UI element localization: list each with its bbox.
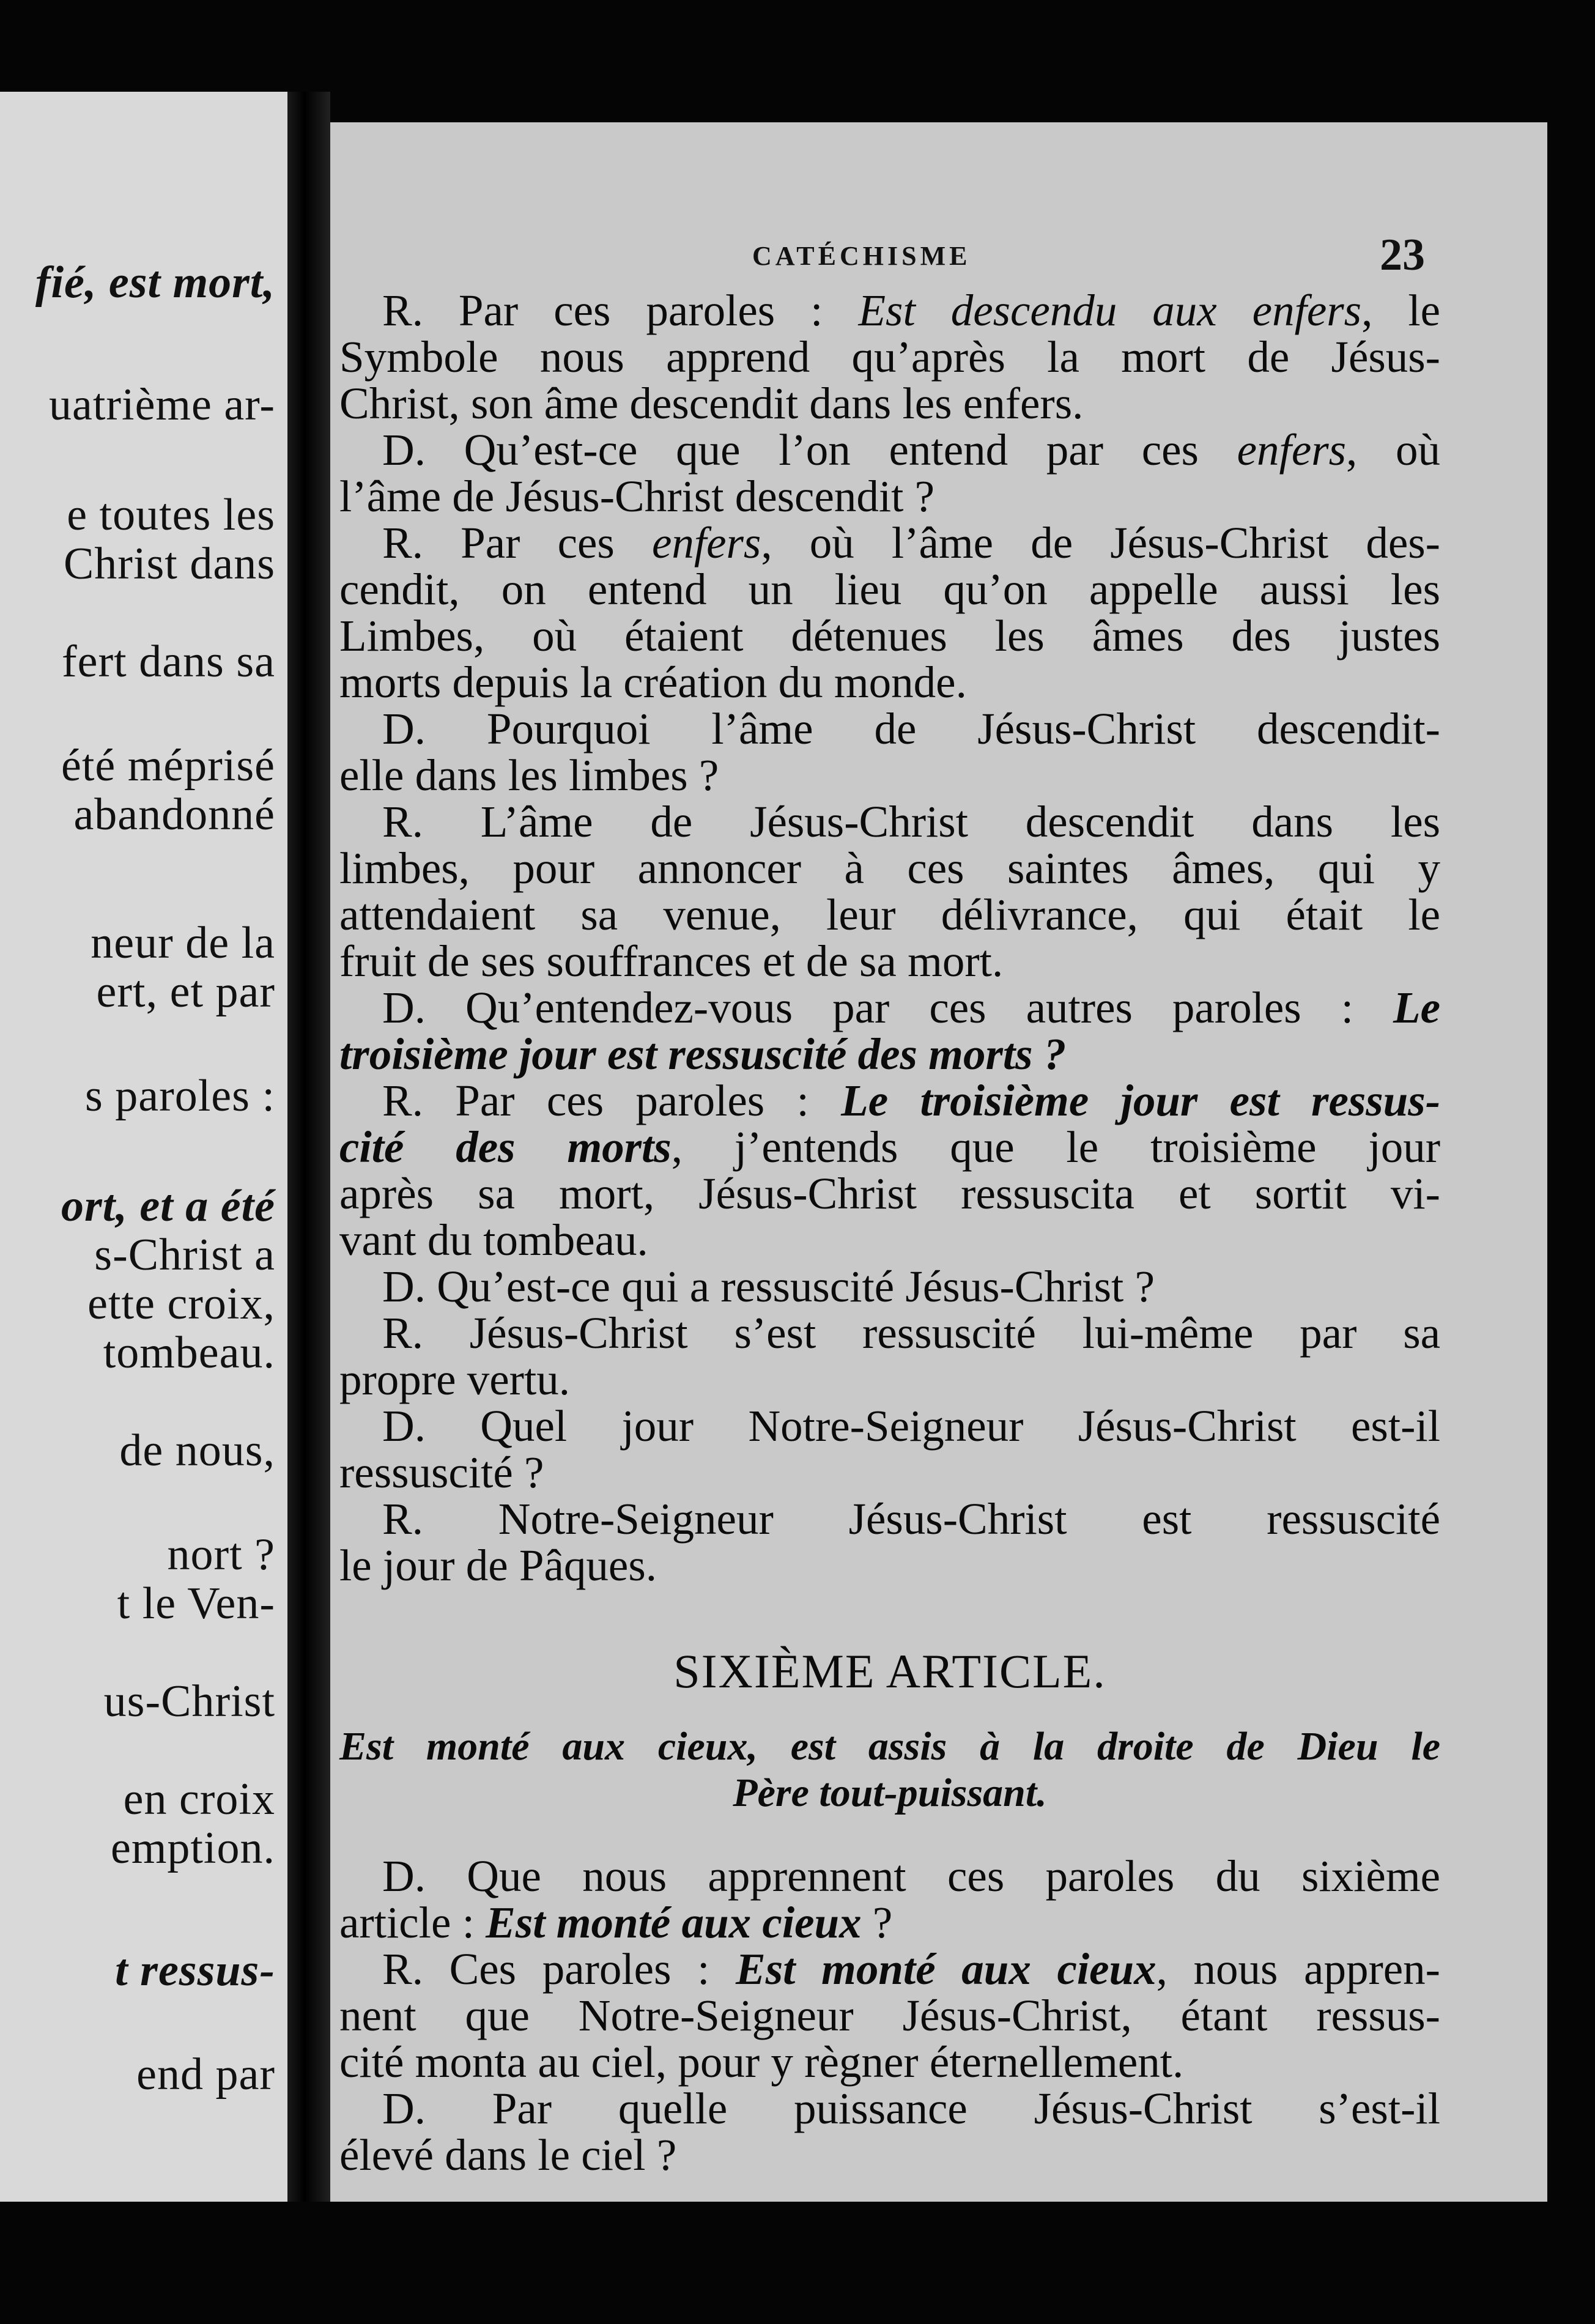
text-line: elle dans les limbes ? — [339, 750, 719, 800]
text-line: Christ, son âme descendit dans les enfers. — [339, 379, 1084, 428]
spacer — [339, 1816, 1440, 1853]
text-line: fruit de ses souffrances et de sa mort. — [339, 936, 1004, 986]
previous-page-line: été méprisé — [61, 741, 275, 791]
book-gutter — [287, 92, 330, 2202]
previous-page-line: ette croix, — [87, 1279, 275, 1329]
previous-page-line: uatrième ar- — [48, 380, 275, 430]
text-line: D. Quel jour Notre-Seigneur Jésus-Christ est-il — [382, 1401, 1440, 1451]
previous-page-line: s paroles : — [84, 1071, 275, 1121]
previous-page-line: ert, et par — [96, 967, 275, 1017]
text-line: l’âme de Jésus-Christ descendit ? — [339, 472, 935, 521]
text-line: troisième jour est ressuscité des morts ? — [339, 1029, 1067, 1079]
previous-page-line: us-Christ — [103, 1676, 275, 1726]
section-title: SIXIÈME ARTICLE. — [673, 1645, 1106, 1698]
text-line: élevé dans le ciel ? — [339, 2130, 677, 2180]
previous-page-line: nort ? — [167, 1530, 275, 1580]
subtitle-line: Père tout-puissant. — [733, 1771, 1047, 1815]
previous-page-line: en croix — [123, 1774, 275, 1824]
text-line: article : Est monté aux cieux ? — [339, 1898, 893, 1947]
text-line: ressuscité ? — [339, 1448, 544, 1497]
previous-page-line: ort, et a été — [61, 1181, 275, 1231]
text-line: D. Qu’est-ce qui a ressuscité Jésus-Christ ? — [382, 1262, 1155, 1311]
text-line: R. Notre-Seigneur Jésus-Christ est ressuscité — [382, 1494, 1440, 1544]
text-line: R. Par ces paroles : Le troisième jour est ressus- — [382, 1076, 1440, 1125]
text-line: D. Que nous apprennent ces paroles du sixième — [382, 1851, 1440, 1901]
page-text — [339, 287, 1440, 2178]
previous-page-line: s-Christ a — [94, 1230, 275, 1280]
previous-page-line: abandonné — [73, 790, 275, 840]
previous-page-line: de nous, — [119, 1426, 275, 1476]
text-line: R. Jésus-Christ s’est ressuscité lui-même par sa — [382, 1308, 1440, 1358]
previous-page-line: emption. — [110, 1823, 275, 1873]
text-line: D. Pourquoi l’âme de Jésus-Christ descendit- — [382, 704, 1440, 753]
previous-page-line: neur de la — [91, 918, 275, 968]
previous-page-line: fié, est mort, — [35, 257, 275, 308]
text-line: R. Par ces paroles : Est descendu aux enfers, le — [382, 286, 1441, 335]
text-line: morts depuis la création du monde. — [339, 657, 967, 707]
text-line: vant du tombeau. — [339, 1215, 648, 1265]
text-line: nent que Notre-Seigneur Jésus-Christ, étant ressus- — [339, 1991, 1440, 2040]
previous-page-line: t le Ven- — [117, 1578, 275, 1629]
page-header — [330, 229, 1547, 284]
text-line: D. Qu’est-ce que l’on entend par ces enfers, où — [382, 425, 1441, 475]
text-line: cendit, on entend un lieu qu’on appelle aussi les — [339, 564, 1440, 614]
previous-page-line: tombeau. — [103, 1328, 275, 1378]
text-line: D. Qu’entendez-vous par ces autres paroles : Le — [382, 983, 1440, 1032]
text-line: D. Par quelle puissance Jésus-Christ s’est-il — [382, 2084, 1440, 2133]
subtitle-line: Est monté aux cieux, est assis à la droite de Dieu le — [339, 1724, 1440, 1769]
running-title: CATÉCHISME — [752, 241, 971, 271]
text-line: Limbes, où étaient détenues les âmes des justes — [339, 611, 1440, 661]
previous-page-line: end par — [136, 2049, 275, 2100]
page-number: 23 — [1380, 230, 1425, 280]
book-page — [330, 122, 1547, 2202]
article-subtitle — [339, 1723, 1440, 1816]
text-line: R. Par ces enfers, où l’âme de Jésus-Christ des- — [382, 518, 1440, 568]
previous-page-line: t ressus- — [115, 1945, 275, 1996]
text-line: cité monta au ciel, pour y règner éternellement. — [339, 2037, 1184, 2087]
text-line: après sa mort, Jésus-Christ ressuscita et sortit vi- — [339, 1169, 1440, 1218]
text-line: attendaient sa venue, leur délivrance, qui était le — [339, 890, 1440, 939]
previous-page-line: Christ dans — [63, 539, 275, 589]
text-line: le jour de Pâques. — [339, 1541, 657, 1590]
text-line: cité des morts, j’entends que le troisième jour — [339, 1122, 1441, 1172]
text-line: R. L’âme de Jésus-Christ descendit dans les — [382, 797, 1440, 846]
text-line: R. Ces paroles : Est monté aux cieux, nous appren- — [382, 1944, 1440, 1994]
previous-page-fragment — [0, 92, 287, 2202]
previous-page-line: fert dans sa — [62, 637, 275, 687]
text-line: propre vertu. — [339, 1355, 571, 1404]
previous-page-line: e toutes les — [67, 490, 275, 540]
text-line: limbes, pour annoncer à ces saintes âmes, qui y — [339, 843, 1440, 893]
text-line: Symbole nous apprend qu’après la mort de Jésus- — [339, 332, 1440, 382]
